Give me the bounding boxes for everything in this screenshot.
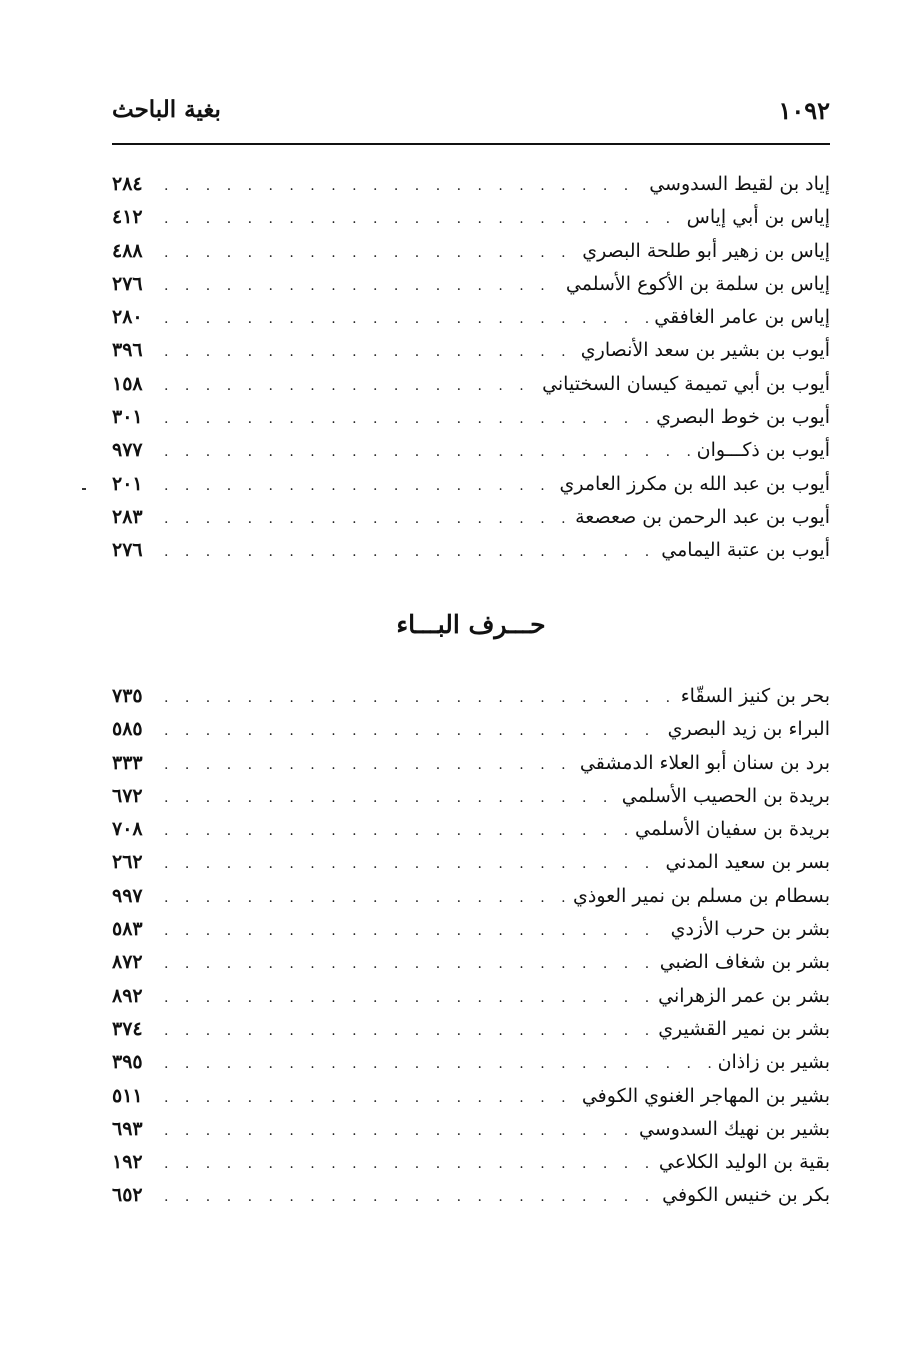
entry-page-number: ٣٩٥: [112, 1051, 143, 1074]
dot-leader: [156, 470, 554, 503]
dot-leader: [156, 882, 567, 915]
dot-leader: [156, 170, 643, 203]
entry-page-number: ٢٨٤: [112, 173, 143, 195]
entry-page-number: ٢٨٣: [112, 505, 143, 528]
index-entry: [112, 1113, 830, 1146]
index-entry: [112, 168, 830, 201]
index-entry: [112, 235, 830, 268]
dot-leader: [156, 336, 575, 369]
index-entry: [112, 1013, 830, 1046]
entry-page-number: ٦٧٢: [112, 784, 143, 807]
entry-page-number: ٩٧٧: [112, 439, 143, 462]
entry-page-number: ٣٧٤: [112, 1017, 143, 1040]
entry-page-number: ٢٧٦: [112, 272, 143, 295]
page-number: ١٠٩٢: [778, 96, 830, 125]
entry-name: بشر بن نمير القشيري: [658, 1017, 830, 1040]
entry-name: البراء بن زيد البصري: [667, 718, 830, 741]
entry-name: بشير بن المهاجر الغنوي الكوفي: [581, 1084, 830, 1107]
entry-page-number: ٥٨٥: [112, 718, 143, 741]
dot-leader: [156, 403, 650, 436]
entry-name: إياس بن عامر الغافقي: [654, 306, 830, 329]
entry-name: بسطام بن مسلم بن نمير العوذي: [572, 884, 830, 907]
index-entry: [112, 301, 830, 334]
entry-name: بشر بن شغاف الضبي: [659, 951, 830, 974]
dot-leader: [156, 1082, 576, 1115]
entry-name: إياد بن لقيط السدوسي: [649, 173, 830, 195]
dot-leader: [156, 203, 681, 236]
dot-leader: [156, 303, 648, 336]
index-entry: [112, 880, 830, 913]
entry-page-number: ٣٣٣: [112, 751, 143, 774]
entry-name: أيوب بن ذكـــوان: [696, 439, 830, 462]
dot-leader: [156, 370, 536, 403]
entry-name: بشر بن عمر الزهراني: [658, 984, 830, 1007]
entry-name: بحر بن كنيز السقّاء: [680, 685, 830, 707]
index-entry: [112, 201, 830, 234]
entry-name: أيوب بن بشير بن سعد الأنصاري: [580, 339, 830, 362]
index-list-alif: [112, 168, 830, 568]
dot-leader: [156, 915, 665, 948]
entry-page-number: ٢٨٠: [112, 306, 143, 329]
entry-page-number: ٥١١: [112, 1084, 143, 1107]
index-entry: [112, 501, 830, 534]
index-entry: [112, 1080, 830, 1113]
entry-name: إياس بن أبي إياس: [686, 206, 830, 229]
index-list-ba: [112, 680, 830, 1213]
dot-leader: [156, 1115, 633, 1148]
entry-page-number: ٤١٢: [112, 206, 143, 229]
entry-name: إياس بن زهير أبو طلحة البصري: [582, 239, 830, 262]
index-entry: [112, 368, 830, 401]
index-entry: [112, 268, 830, 301]
dot-leader: [156, 948, 654, 981]
dot-leader: [156, 1181, 656, 1214]
entry-page-number: ٢٧٦: [112, 539, 143, 562]
dot-leader: [156, 503, 569, 536]
dot-leader: [156, 270, 560, 303]
header-rule: [112, 143, 830, 145]
entry-page-number: ٣٩٦: [112, 339, 143, 362]
entry-name: بقية بن الوليد الكلاعي: [658, 1151, 830, 1174]
index-entry: [112, 1179, 830, 1212]
dot-leader: [156, 1048, 712, 1081]
running-title: بغية الباحث: [112, 96, 221, 123]
dot-leader: [156, 848, 659, 881]
index-entry: [112, 747, 830, 780]
dot-leader: [156, 237, 576, 270]
index-entry: [112, 1046, 830, 1079]
dot-leader: [156, 1148, 653, 1181]
entry-name: بريدة بن الحصيب الأسلمي: [621, 784, 830, 807]
entry-name: برد بن سنان أبو العلاء الدمشقي: [579, 751, 830, 774]
index-entry: [112, 946, 830, 979]
entry-page-number: ٣٠١: [112, 406, 143, 429]
dot-leader: [156, 782, 616, 815]
entry-name: أيوب بن خوط البصري: [656, 406, 830, 429]
index-entry: [112, 980, 830, 1013]
entry-page-number: ٤٨٨: [112, 239, 143, 262]
page-header: [112, 96, 830, 136]
index-entry: [112, 1146, 830, 1179]
index-entry: [112, 334, 830, 367]
entry-page-number: ٧٣٥: [112, 685, 143, 707]
index-entry: [112, 846, 830, 879]
entry-page-number: ٢٦٢: [112, 851, 143, 874]
index-entry: [112, 680, 830, 713]
dot-leader: [156, 815, 629, 848]
index-entry: [112, 468, 830, 501]
entry-page-number: ٢٠١: [112, 472, 143, 495]
entry-page-number: ٩٩٧: [112, 884, 143, 907]
entry-name: بشير بن زاذان: [717, 1051, 830, 1074]
entry-page-number: ١٩٢: [112, 1151, 143, 1174]
entry-page-number: ٦٩٣: [112, 1117, 143, 1140]
dot-leader: [156, 715, 662, 748]
index-entry: [112, 913, 830, 946]
dot-leader: [156, 1015, 652, 1048]
entry-page-number: ٦٥٢: [112, 1184, 143, 1207]
entry-page-number: ١٥٨: [112, 372, 143, 395]
entry-page-number: ٥٨٣: [112, 918, 143, 941]
entry-name: أيوب بن أبي تميمة كيسان السختياني: [542, 372, 830, 395]
index-entry: [112, 401, 830, 434]
margin-mark: [82, 488, 86, 490]
dot-leader: [156, 749, 574, 782]
entry-name: أيوب بن عبد الله بن مكرز العامري: [559, 472, 830, 495]
dot-leader: [156, 682, 675, 715]
entry-name: أيوب بن عبد الرحمن بن صعصعة: [575, 505, 830, 528]
entry-page-number: ٨٩٢: [112, 984, 143, 1007]
entry-name: بشر بن حرب الأزدي: [670, 918, 830, 941]
entry-name: بكر بن خنيس الكوفي: [662, 1184, 830, 1207]
index-entry: [112, 434, 830, 467]
index-entry: [112, 780, 830, 813]
entry-name: إياس بن سلمة بن الأكوع الأسلمي: [565, 272, 830, 295]
dot-leader: [156, 436, 691, 469]
entry-name: بريدة بن سفيان الأسلمي: [634, 818, 830, 841]
index-entry: [112, 534, 830, 567]
entry-page-number: ٨٧٢: [112, 951, 143, 974]
index-entry: [112, 813, 830, 846]
dot-leader: [156, 982, 652, 1015]
dot-leader: [156, 536, 655, 569]
entry-page-number: ٧٠٨: [112, 818, 143, 841]
index-entry: [112, 713, 830, 746]
entry-name: بسر بن سعيد المدني: [665, 851, 830, 874]
entry-name: أيوب بن عتبة اليمامي: [661, 539, 830, 562]
section-heading-ba: حـــرف البـــاء: [396, 610, 546, 639]
entry-name: بشير بن نهيك السدوسي: [638, 1117, 830, 1140]
